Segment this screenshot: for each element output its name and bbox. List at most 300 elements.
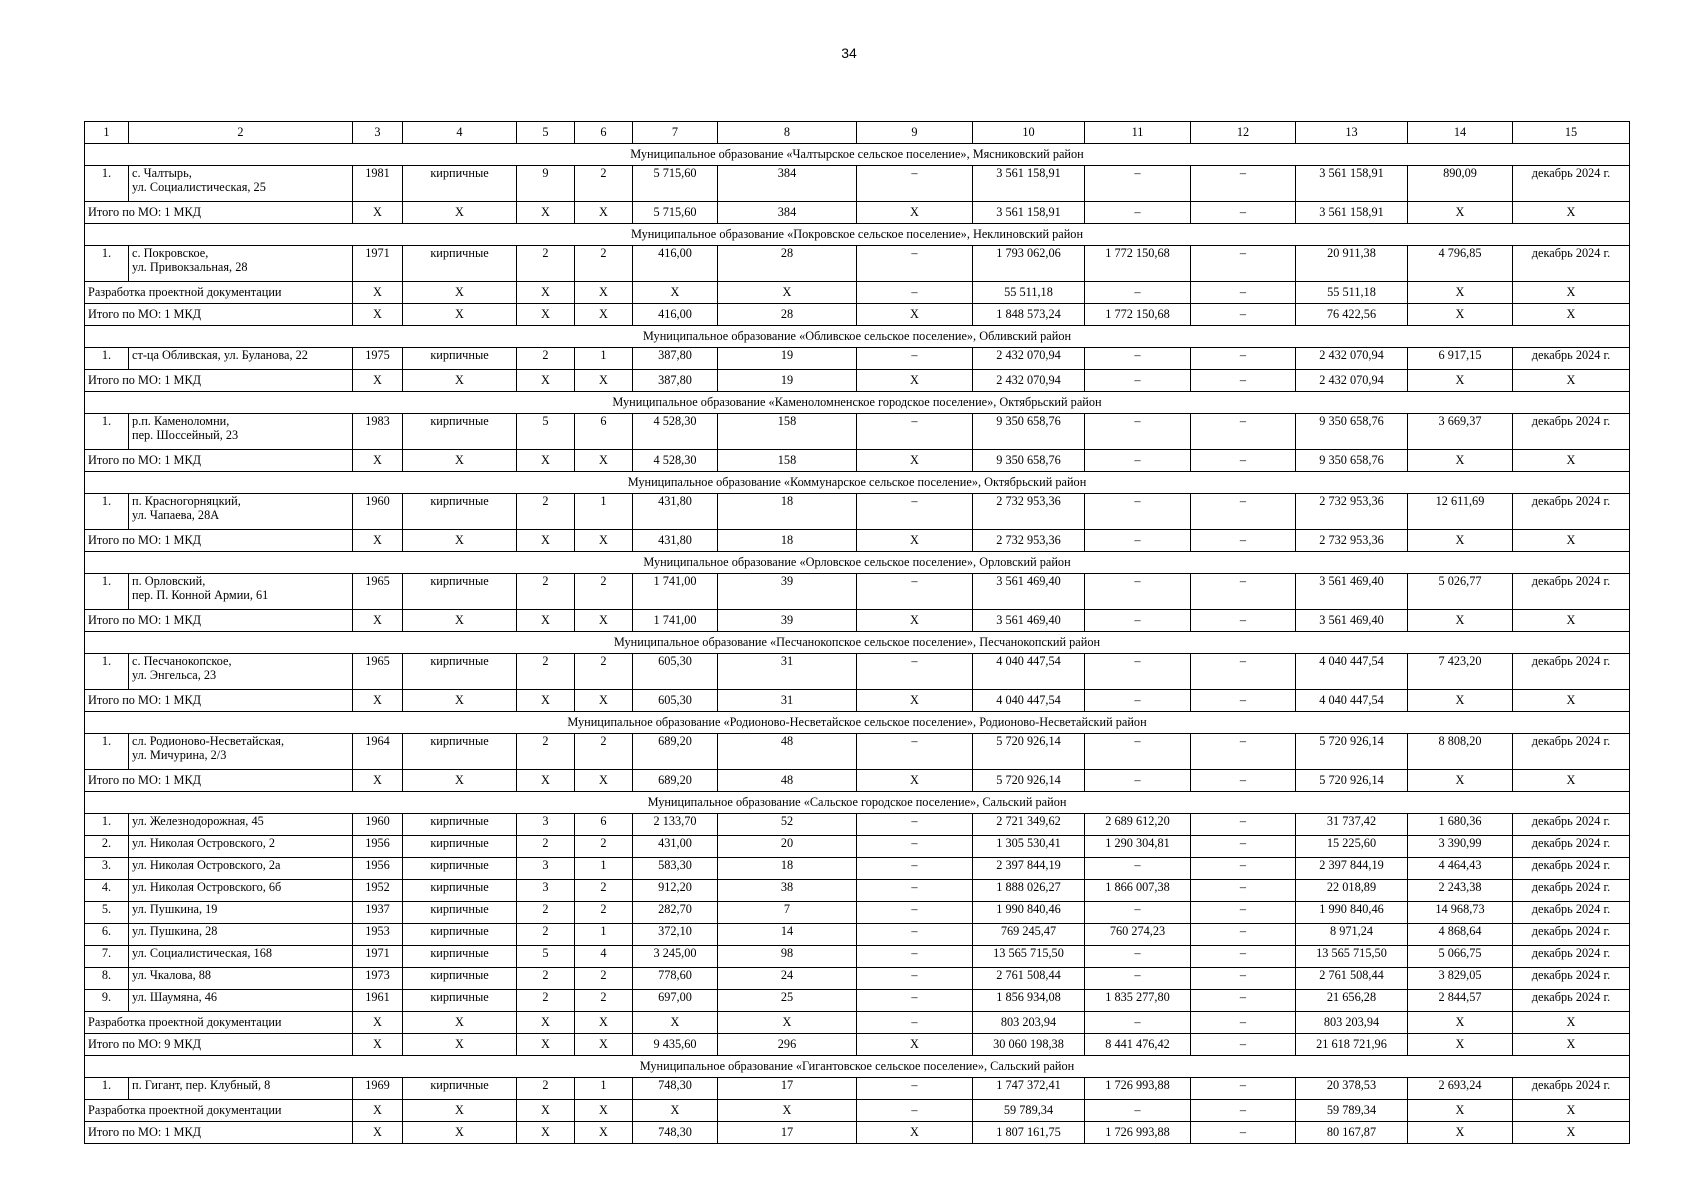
- data-cell: –: [857, 246, 973, 282]
- table-body: [85, 122, 1630, 1144]
- subtotal-cell: Х: [1408, 1100, 1513, 1122]
- data-cell: 1956: [353, 836, 403, 858]
- subtotal-cell: Х: [403, 1012, 517, 1034]
- data-cell: декабрь 2024 г.: [1513, 968, 1630, 990]
- data-cell: декабрь 2024 г.: [1513, 1078, 1630, 1100]
- data-cell: 384: [718, 166, 857, 202]
- data-cell: декабрь 2024 г.: [1513, 246, 1630, 282]
- data-cell: кирпичные: [403, 902, 517, 924]
- municipality-heading-row: [85, 392, 1630, 414]
- data-cell: –: [857, 902, 973, 924]
- data-cell: –: [857, 348, 973, 370]
- data-cell: кирпичные: [403, 734, 517, 770]
- subtotal-cell: Х: [575, 304, 633, 326]
- data-cell: декабрь 2024 г.: [1513, 574, 1630, 610]
- building-row: [85, 654, 1630, 690]
- data-cell: 2: [575, 902, 633, 924]
- subtotal-cell: 9 435,60: [633, 1034, 718, 1056]
- subtotal-cell: Х: [403, 282, 517, 304]
- subtotal-cell: 1 726 993,88: [1085, 1122, 1191, 1144]
- row-number-cell: 1.: [85, 574, 129, 610]
- data-cell: 3: [517, 880, 575, 902]
- data-cell: 4 796,85: [1408, 246, 1513, 282]
- data-cell: декабрь 2024 г.: [1513, 654, 1630, 690]
- data-cell: 2 732 953,36: [973, 494, 1085, 530]
- row-number-cell: 4.: [85, 880, 129, 902]
- data-cell: 1 793 062,06: [973, 246, 1085, 282]
- data-cell: 2: [575, 654, 633, 690]
- data-cell: 583,30: [633, 858, 718, 880]
- column-number-header: 5: [517, 122, 575, 144]
- data-cell: 14: [718, 924, 857, 946]
- municipality-heading: Муниципальное образование «Сальское городское поселение», Сальский район: [85, 792, 1630, 814]
- subtotal-cell: 5 720 926,14: [1296, 770, 1408, 792]
- column-number-header: 11: [1085, 122, 1191, 144]
- data-cell: 3: [517, 814, 575, 836]
- data-cell: 9 350 658,76: [1296, 414, 1408, 450]
- subtotal-cell: 1 772 150,68: [1085, 304, 1191, 326]
- data-cell: –: [1191, 246, 1296, 282]
- data-cell: 2 397 844,19: [973, 858, 1085, 880]
- column-number-header: 3: [353, 122, 403, 144]
- subtotal-cell: 4 040 447,54: [1296, 690, 1408, 712]
- subtotal-row: [85, 1122, 1630, 1144]
- subtotal-cell: Х: [517, 304, 575, 326]
- subtotal-cell: Х: [353, 370, 403, 392]
- data-cell: –: [1085, 166, 1191, 202]
- data-cell: 1965: [353, 654, 403, 690]
- subtotal-cell: 9 350 658,76: [1296, 450, 1408, 472]
- data-cell: 2 432 070,94: [973, 348, 1085, 370]
- data-cell: 52: [718, 814, 857, 836]
- building-row: [85, 494, 1630, 530]
- building-row: [85, 924, 1630, 946]
- data-cell: 4 868,64: [1408, 924, 1513, 946]
- subtotal-cell: 158: [718, 450, 857, 472]
- data-cell: 5 026,77: [1408, 574, 1513, 610]
- data-cell: 1: [575, 1078, 633, 1100]
- subtotal-cell: Х: [857, 530, 973, 552]
- subtotal-row: [85, 1034, 1630, 1056]
- data-cell: –: [857, 734, 973, 770]
- building-row: [85, 414, 1630, 450]
- building-row: [85, 574, 1630, 610]
- municipality-heading-row: [85, 792, 1630, 814]
- subtotal-cell: Х: [575, 282, 633, 304]
- data-cell: 3 245,00: [633, 946, 718, 968]
- subtotal-cell: Х: [1408, 304, 1513, 326]
- subtotal-cell: Х: [517, 370, 575, 392]
- subtotal-cell: Х: [403, 1122, 517, 1144]
- subtotal-row: [85, 770, 1630, 792]
- subtotal-cell: 9 350 658,76: [973, 450, 1085, 472]
- data-cell: 8 971,24: [1296, 924, 1408, 946]
- data-cell: 18: [718, 858, 857, 880]
- subtotal-cell: Х: [857, 690, 973, 712]
- building-row: [85, 946, 1630, 968]
- data-cell: 2: [517, 348, 575, 370]
- municipality-heading-row: [85, 552, 1630, 574]
- data-cell: –: [1085, 654, 1191, 690]
- subtotal-cell: Х: [575, 1012, 633, 1034]
- data-cell: 1964: [353, 734, 403, 770]
- column-number-header: 13: [1296, 122, 1408, 144]
- building-row: [85, 968, 1630, 990]
- data-cell: –: [857, 858, 973, 880]
- subtotal-cell: Х: [353, 450, 403, 472]
- data-cell: –: [1191, 836, 1296, 858]
- subtotal-cell: Х: [517, 1100, 575, 1122]
- data-cell: –: [1191, 734, 1296, 770]
- row-number-cell: 1.: [85, 348, 129, 370]
- subtotal-cell: 2 432 070,94: [1296, 370, 1408, 392]
- subtotal-cell: Х: [1408, 1012, 1513, 1034]
- data-cell: 912,20: [633, 880, 718, 902]
- data-cell: –: [857, 946, 973, 968]
- data-cell: 7: [718, 902, 857, 924]
- address-cell: п. Красногорняцкий, ул. Чапаева, 28А: [129, 494, 353, 530]
- municipality-heading-row: [85, 712, 1630, 734]
- subtotal-cell: 1 848 573,24: [973, 304, 1085, 326]
- subtotal-cell: Х: [1408, 610, 1513, 632]
- address-cell: сл. Родионово-Несветайская, ул. Мичурина, 2/3: [129, 734, 353, 770]
- data-cell: декабрь 2024 г.: [1513, 924, 1630, 946]
- subtotal-cell: Х: [718, 1012, 857, 1034]
- data-cell: 4 040 447,54: [1296, 654, 1408, 690]
- data-cell: 3 561 158,91: [973, 166, 1085, 202]
- data-cell: 3 561 158,91: [1296, 166, 1408, 202]
- subtotal-cell: Х: [575, 450, 633, 472]
- subtotal-cell: Х: [353, 610, 403, 632]
- building-row: [85, 246, 1630, 282]
- address-cell: ул. Шаумяна, 46: [129, 990, 353, 1012]
- subtotal-cell: 387,80: [633, 370, 718, 392]
- data-cell: 5: [517, 414, 575, 450]
- subtotal-cell: Х: [353, 770, 403, 792]
- column-number-header: 2: [129, 122, 353, 144]
- data-cell: 769 245,47: [973, 924, 1085, 946]
- subtotal-cell: Х: [857, 1122, 973, 1144]
- building-row: [85, 836, 1630, 858]
- subtotal-cell: –: [857, 1012, 973, 1034]
- subtotal-cell: Х: [857, 202, 973, 224]
- data-cell: 748,30: [633, 1078, 718, 1100]
- address-cell: ул. Железнодорожная, 45: [129, 814, 353, 836]
- data-cell: –: [1085, 858, 1191, 880]
- data-cell: кирпичные: [403, 494, 517, 530]
- subtotal-cell: 21 618 721,96: [1296, 1034, 1408, 1056]
- column-number-header: 4: [403, 122, 517, 144]
- data-cell: 3 561 469,40: [1296, 574, 1408, 610]
- data-cell: кирпичные: [403, 880, 517, 902]
- subtotal-cell: Х: [575, 1100, 633, 1122]
- data-cell: 1 726 993,88: [1085, 1078, 1191, 1100]
- subtotal-cell: 55 511,18: [973, 282, 1085, 304]
- data-cell: –: [857, 880, 973, 902]
- data-cell: –: [1191, 574, 1296, 610]
- data-cell: 18: [718, 494, 857, 530]
- data-cell: 3 390,99: [1408, 836, 1513, 858]
- data-cell: 605,30: [633, 654, 718, 690]
- housing-register-table: [84, 121, 1630, 1144]
- data-cell: 1 741,00: [633, 574, 718, 610]
- data-cell: –: [1085, 574, 1191, 610]
- subtotal-cell: 18: [718, 530, 857, 552]
- building-row: [85, 1078, 1630, 1100]
- subtotal-cell: 605,30: [633, 690, 718, 712]
- data-cell: декабрь 2024 г.: [1513, 814, 1630, 836]
- column-number-header: 1: [85, 122, 129, 144]
- subtotal-cell: –: [1085, 1012, 1191, 1034]
- data-cell: кирпичные: [403, 246, 517, 282]
- data-cell: –: [857, 924, 973, 946]
- data-cell: –: [1085, 494, 1191, 530]
- data-cell: –: [1191, 1078, 1296, 1100]
- subtotal-cell: Х: [633, 1100, 718, 1122]
- row-number-cell: 6.: [85, 924, 129, 946]
- subtotal-cell: 2 732 953,36: [1296, 530, 1408, 552]
- municipality-heading-row: [85, 632, 1630, 654]
- data-cell: 2: [517, 968, 575, 990]
- data-cell: декабрь 2024 г.: [1513, 166, 1630, 202]
- data-cell: 5: [517, 946, 575, 968]
- subtotal-cell: –: [1191, 1034, 1296, 1056]
- subtotal-cell: –: [1085, 690, 1191, 712]
- subtotal-row: [85, 450, 1630, 472]
- data-cell: 1971: [353, 246, 403, 282]
- data-cell: 2: [575, 734, 633, 770]
- building-row: [85, 348, 1630, 370]
- data-cell: –: [857, 814, 973, 836]
- subtotal-cell: Х: [353, 1100, 403, 1122]
- subtotal-cell: 8 441 476,42: [1085, 1034, 1191, 1056]
- subtotal-cell: 76 422,56: [1296, 304, 1408, 326]
- data-cell: 2: [517, 836, 575, 858]
- subtotal-row: [85, 1100, 1630, 1122]
- subtotal-label: Итого по МО: 1 МКД: [85, 370, 353, 392]
- address-cell: р.п. Каменоломни, пер. Шоссейный, 23: [129, 414, 353, 450]
- data-cell: –: [857, 836, 973, 858]
- data-cell: 6 917,15: [1408, 348, 1513, 370]
- data-cell: кирпичные: [403, 814, 517, 836]
- subtotal-label: Разработка проектной документации: [85, 1012, 353, 1034]
- municipality-heading-row: [85, 224, 1630, 246]
- data-cell: –: [857, 494, 973, 530]
- data-cell: 2 243,38: [1408, 880, 1513, 902]
- data-cell: 2 397 844,19: [1296, 858, 1408, 880]
- subtotal-cell: –: [1085, 370, 1191, 392]
- subtotal-cell: Х: [353, 1034, 403, 1056]
- data-cell: кирпичные: [403, 1078, 517, 1100]
- address-cell: с. Покровское, ул. Привокзальная, 28: [129, 246, 353, 282]
- subtotal-cell: 55 511,18: [1296, 282, 1408, 304]
- subtotal-cell: –: [1191, 1122, 1296, 1144]
- subtotal-cell: Х: [857, 1034, 973, 1056]
- data-cell: –: [1085, 414, 1191, 450]
- data-cell: 25: [718, 990, 857, 1012]
- subtotal-cell: 748,30: [633, 1122, 718, 1144]
- subtotal-cell: Х: [857, 370, 973, 392]
- subtotal-cell: 296: [718, 1034, 857, 1056]
- subtotal-cell: Х: [517, 1012, 575, 1034]
- subtotal-cell: –: [1085, 282, 1191, 304]
- data-cell: 416,00: [633, 246, 718, 282]
- subtotal-cell: Х: [1513, 282, 1630, 304]
- subtotal-cell: Х: [1513, 1100, 1630, 1122]
- subtotal-cell: –: [1191, 690, 1296, 712]
- data-cell: 13 565 715,50: [973, 946, 1085, 968]
- data-cell: 13 565 715,50: [1296, 946, 1408, 968]
- municipality-heading: Муниципальное образование «Покровское сельское поселение», Неклиновский район: [85, 224, 1630, 246]
- data-cell: 2: [575, 574, 633, 610]
- data-cell: –: [1191, 348, 1296, 370]
- data-cell: 9: [517, 166, 575, 202]
- subtotal-cell: Х: [857, 770, 973, 792]
- data-cell: –: [1085, 946, 1191, 968]
- data-cell: 15 225,60: [1296, 836, 1408, 858]
- municipality-heading: Муниципальное образование «Песчанокопское сельское поселение», Песчанокопский район: [85, 632, 1630, 654]
- data-cell: кирпичные: [403, 924, 517, 946]
- row-number-cell: 1.: [85, 734, 129, 770]
- subtotal-label: Разработка проектной документации: [85, 1100, 353, 1122]
- data-cell: 431,80: [633, 494, 718, 530]
- data-cell: 98: [718, 946, 857, 968]
- subtotal-label: Итого по МО: 1 МКД: [85, 530, 353, 552]
- data-cell: 2 732 953,36: [1296, 494, 1408, 530]
- building-row: [85, 814, 1630, 836]
- data-cell: 1953: [353, 924, 403, 946]
- row-number-cell: 8.: [85, 968, 129, 990]
- data-cell: –: [857, 1078, 973, 1100]
- subtotal-row: [85, 610, 1630, 632]
- data-cell: 1 772 150,68: [1085, 246, 1191, 282]
- data-cell: 1 290 304,81: [1085, 836, 1191, 858]
- data-cell: 9 350 658,76: [973, 414, 1085, 450]
- data-cell: 4: [575, 946, 633, 968]
- address-cell: ул. Пушкина, 28: [129, 924, 353, 946]
- data-cell: 4 464,43: [1408, 858, 1513, 880]
- data-cell: 1960: [353, 494, 403, 530]
- address-cell: ул. Чкалова, 88: [129, 968, 353, 990]
- subtotal-cell: Х: [1513, 202, 1630, 224]
- subtotal-cell: Х: [1408, 690, 1513, 712]
- subtotal-cell: –: [1191, 530, 1296, 552]
- subtotal-cell: –: [1191, 450, 1296, 472]
- address-cell: ул. Николая Островского, 6б: [129, 880, 353, 902]
- subtotal-row: [85, 690, 1630, 712]
- data-cell: 1952: [353, 880, 403, 902]
- data-cell: кирпичные: [403, 348, 517, 370]
- subtotal-cell: 59 789,34: [1296, 1100, 1408, 1122]
- subtotal-row: [85, 530, 1630, 552]
- subtotal-label: Итого по МО: 1 МКД: [85, 304, 353, 326]
- data-cell: 12 611,69: [1408, 494, 1513, 530]
- column-number-header: 8: [718, 122, 857, 144]
- subtotal-cell: 689,20: [633, 770, 718, 792]
- subtotal-cell: Х: [403, 1100, 517, 1122]
- data-cell: 1971: [353, 946, 403, 968]
- subtotal-cell: Х: [517, 202, 575, 224]
- data-cell: 3 829,05: [1408, 968, 1513, 990]
- subtotal-cell: Х: [575, 370, 633, 392]
- data-cell: 1 747 372,41: [973, 1078, 1085, 1100]
- subtotal-cell: Х: [575, 530, 633, 552]
- data-cell: 2: [517, 734, 575, 770]
- municipality-heading-row: [85, 1056, 1630, 1078]
- data-cell: 689,20: [633, 734, 718, 770]
- subtotal-cell: 1 807 161,75: [973, 1122, 1085, 1144]
- data-cell: 2: [575, 246, 633, 282]
- subtotal-cell: Х: [575, 690, 633, 712]
- building-row: [85, 990, 1630, 1012]
- data-cell: 1 990 840,46: [973, 902, 1085, 924]
- subtotal-cell: Х: [575, 770, 633, 792]
- subtotal-cell: –: [857, 282, 973, 304]
- data-cell: –: [1085, 902, 1191, 924]
- subtotal-cell: Х: [1513, 304, 1630, 326]
- data-cell: –: [1191, 414, 1296, 450]
- data-cell: –: [857, 166, 973, 202]
- data-cell: 3 669,37: [1408, 414, 1513, 450]
- subtotal-cell: –: [1191, 770, 1296, 792]
- subtotal-cell: –: [1085, 610, 1191, 632]
- data-cell: 1 680,36: [1408, 814, 1513, 836]
- subtotal-cell: Х: [1513, 1034, 1630, 1056]
- municipality-heading-row: [85, 472, 1630, 494]
- subtotal-cell: Х: [403, 770, 517, 792]
- subtotal-cell: 3 561 158,91: [973, 202, 1085, 224]
- municipality-heading: Муниципальное образование «Каменоломненское городское поселение», Октябрьский район: [85, 392, 1630, 414]
- data-cell: –: [1085, 348, 1191, 370]
- row-number-cell: 5.: [85, 902, 129, 924]
- data-cell: 2 133,70: [633, 814, 718, 836]
- data-cell: –: [1191, 990, 1296, 1012]
- building-row: [85, 858, 1630, 880]
- subtotal-cell: Х: [403, 304, 517, 326]
- subtotal-cell: 803 203,94: [1296, 1012, 1408, 1034]
- subtotal-cell: 30 060 198,38: [973, 1034, 1085, 1056]
- subtotal-cell: Х: [403, 530, 517, 552]
- data-cell: 2: [517, 246, 575, 282]
- data-cell: 1 866 007,38: [1085, 880, 1191, 902]
- data-cell: декабрь 2024 г.: [1513, 734, 1630, 770]
- subtotal-cell: Х: [517, 282, 575, 304]
- column-number-header: 14: [1408, 122, 1513, 144]
- subtotal-cell: Х: [857, 450, 973, 472]
- subtotal-cell: Х: [353, 1012, 403, 1034]
- subtotal-row: [85, 370, 1630, 392]
- data-cell: 890,09: [1408, 166, 1513, 202]
- data-cell: 5 715,60: [633, 166, 718, 202]
- subtotal-cell: Х: [403, 690, 517, 712]
- subtotal-cell: 5 715,60: [633, 202, 718, 224]
- data-cell: 1981: [353, 166, 403, 202]
- subtotal-cell: –: [1085, 1100, 1191, 1122]
- data-cell: 31 737,42: [1296, 814, 1408, 836]
- address-cell: ул. Социалистическая, 168: [129, 946, 353, 968]
- subtotal-cell: Х: [517, 530, 575, 552]
- data-cell: 8 808,20: [1408, 734, 1513, 770]
- subtotal-label: Итого по МО: 1 МКД: [85, 202, 353, 224]
- subtotal-cell: 17: [718, 1122, 857, 1144]
- data-cell: –: [1191, 858, 1296, 880]
- data-cell: 1969: [353, 1078, 403, 1100]
- subtotal-cell: Х: [517, 1122, 575, 1144]
- row-number-cell: 1.: [85, 414, 129, 450]
- address-cell: с. Песчанокопское, ул. Энгельса, 23: [129, 654, 353, 690]
- municipality-heading: Муниципальное образование «Гигантовское сельское поселение», Сальский район: [85, 1056, 1630, 1078]
- subtotal-cell: 1 741,00: [633, 610, 718, 632]
